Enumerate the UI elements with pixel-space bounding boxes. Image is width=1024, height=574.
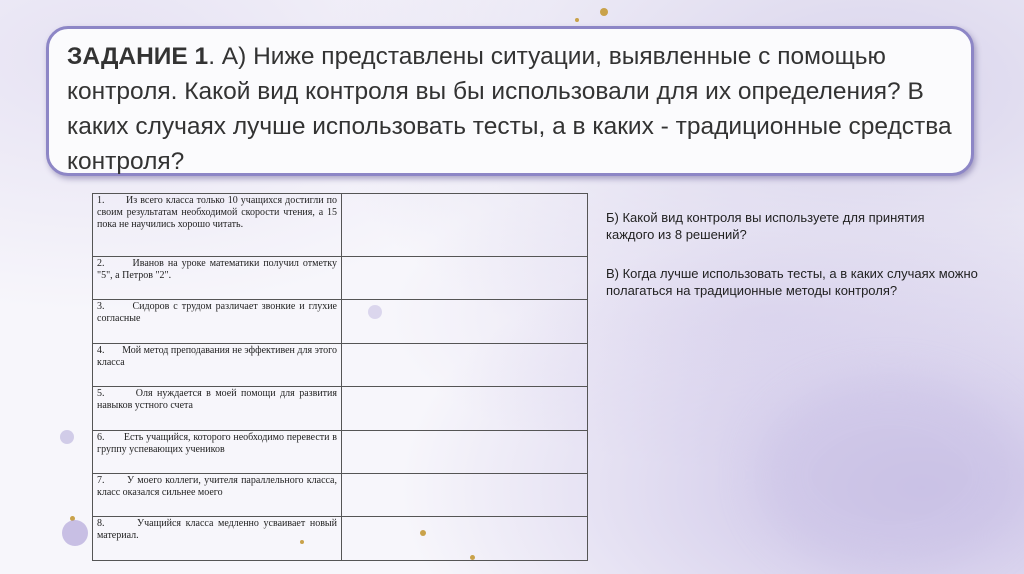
situations-table [92, 193, 588, 561]
table-row [93, 387, 588, 430]
situation-cell: 1. Из всего класса только 10 учащихся достигли по своим результатам необходимой скорости чтения, а 15 пока не научились хорошо читать. [93, 194, 342, 257]
answer-cell[interactable] [342, 517, 588, 561]
situation-cell: 3. Сидоров с трудом различает звонкие и глухие согласные [93, 300, 342, 343]
task-title-box [46, 26, 974, 176]
question-b: Б) Какой вид контроля вы используете для принятия каждого из 8 решений? [606, 210, 925, 242]
task-label: ЗАДАНИЕ 1 [67, 43, 209, 70]
answer-cell[interactable] [342, 343, 588, 386]
situation-cell: 6. Есть учащийся, которого необходимо перевести в группу успевающих учеников [93, 430, 342, 473]
question-v: В) Когда лучше использовать тесты, а в каких случаях можно полагаться на традиционные методы контроля? [606, 266, 978, 298]
answer-cell[interactable] [342, 300, 588, 343]
situation-cell: 7. У моего коллеги, учителя параллельного класса, класс оказался сильнее моего [93, 474, 342, 517]
situation-cell: 4. Мой метод преподавания не эффективен для этого класса [93, 343, 342, 386]
task-text: . А) Ниже представлены ситуации, выявленные с помощью контроля. Какой вид контроля вы бы использовали для их определения? В каких случаях лучше использовать тесты, а в каких - традиционные средства контроля? [67, 43, 952, 175]
purple-splash [62, 520, 88, 546]
gold-splash [575, 18, 579, 22]
table-row [93, 517, 588, 561]
purple-splash [760, 380, 1020, 570]
table-row [93, 194, 588, 257]
table-row [93, 300, 588, 343]
situation-cell: 8. Учащийся класса медленно усваивает новый материал. [93, 517, 342, 561]
table-row [93, 474, 588, 517]
table-row [93, 256, 588, 299]
answer-cell[interactable] [342, 474, 588, 517]
situation-cell: 5. Оля нуждается в моей помощи для развития навыков устного счета [93, 387, 342, 430]
gold-splash [600, 8, 608, 16]
answer-cell[interactable] [342, 387, 588, 430]
table-row [93, 430, 588, 473]
table-row [93, 343, 588, 386]
purple-splash [60, 430, 74, 444]
answer-cell[interactable] [342, 194, 588, 257]
answer-cell[interactable] [342, 256, 588, 299]
answer-cell[interactable] [342, 430, 588, 473]
situation-cell: 2. Иванов на уроке математики получил отметку "5", а Петров "2". [93, 256, 342, 299]
